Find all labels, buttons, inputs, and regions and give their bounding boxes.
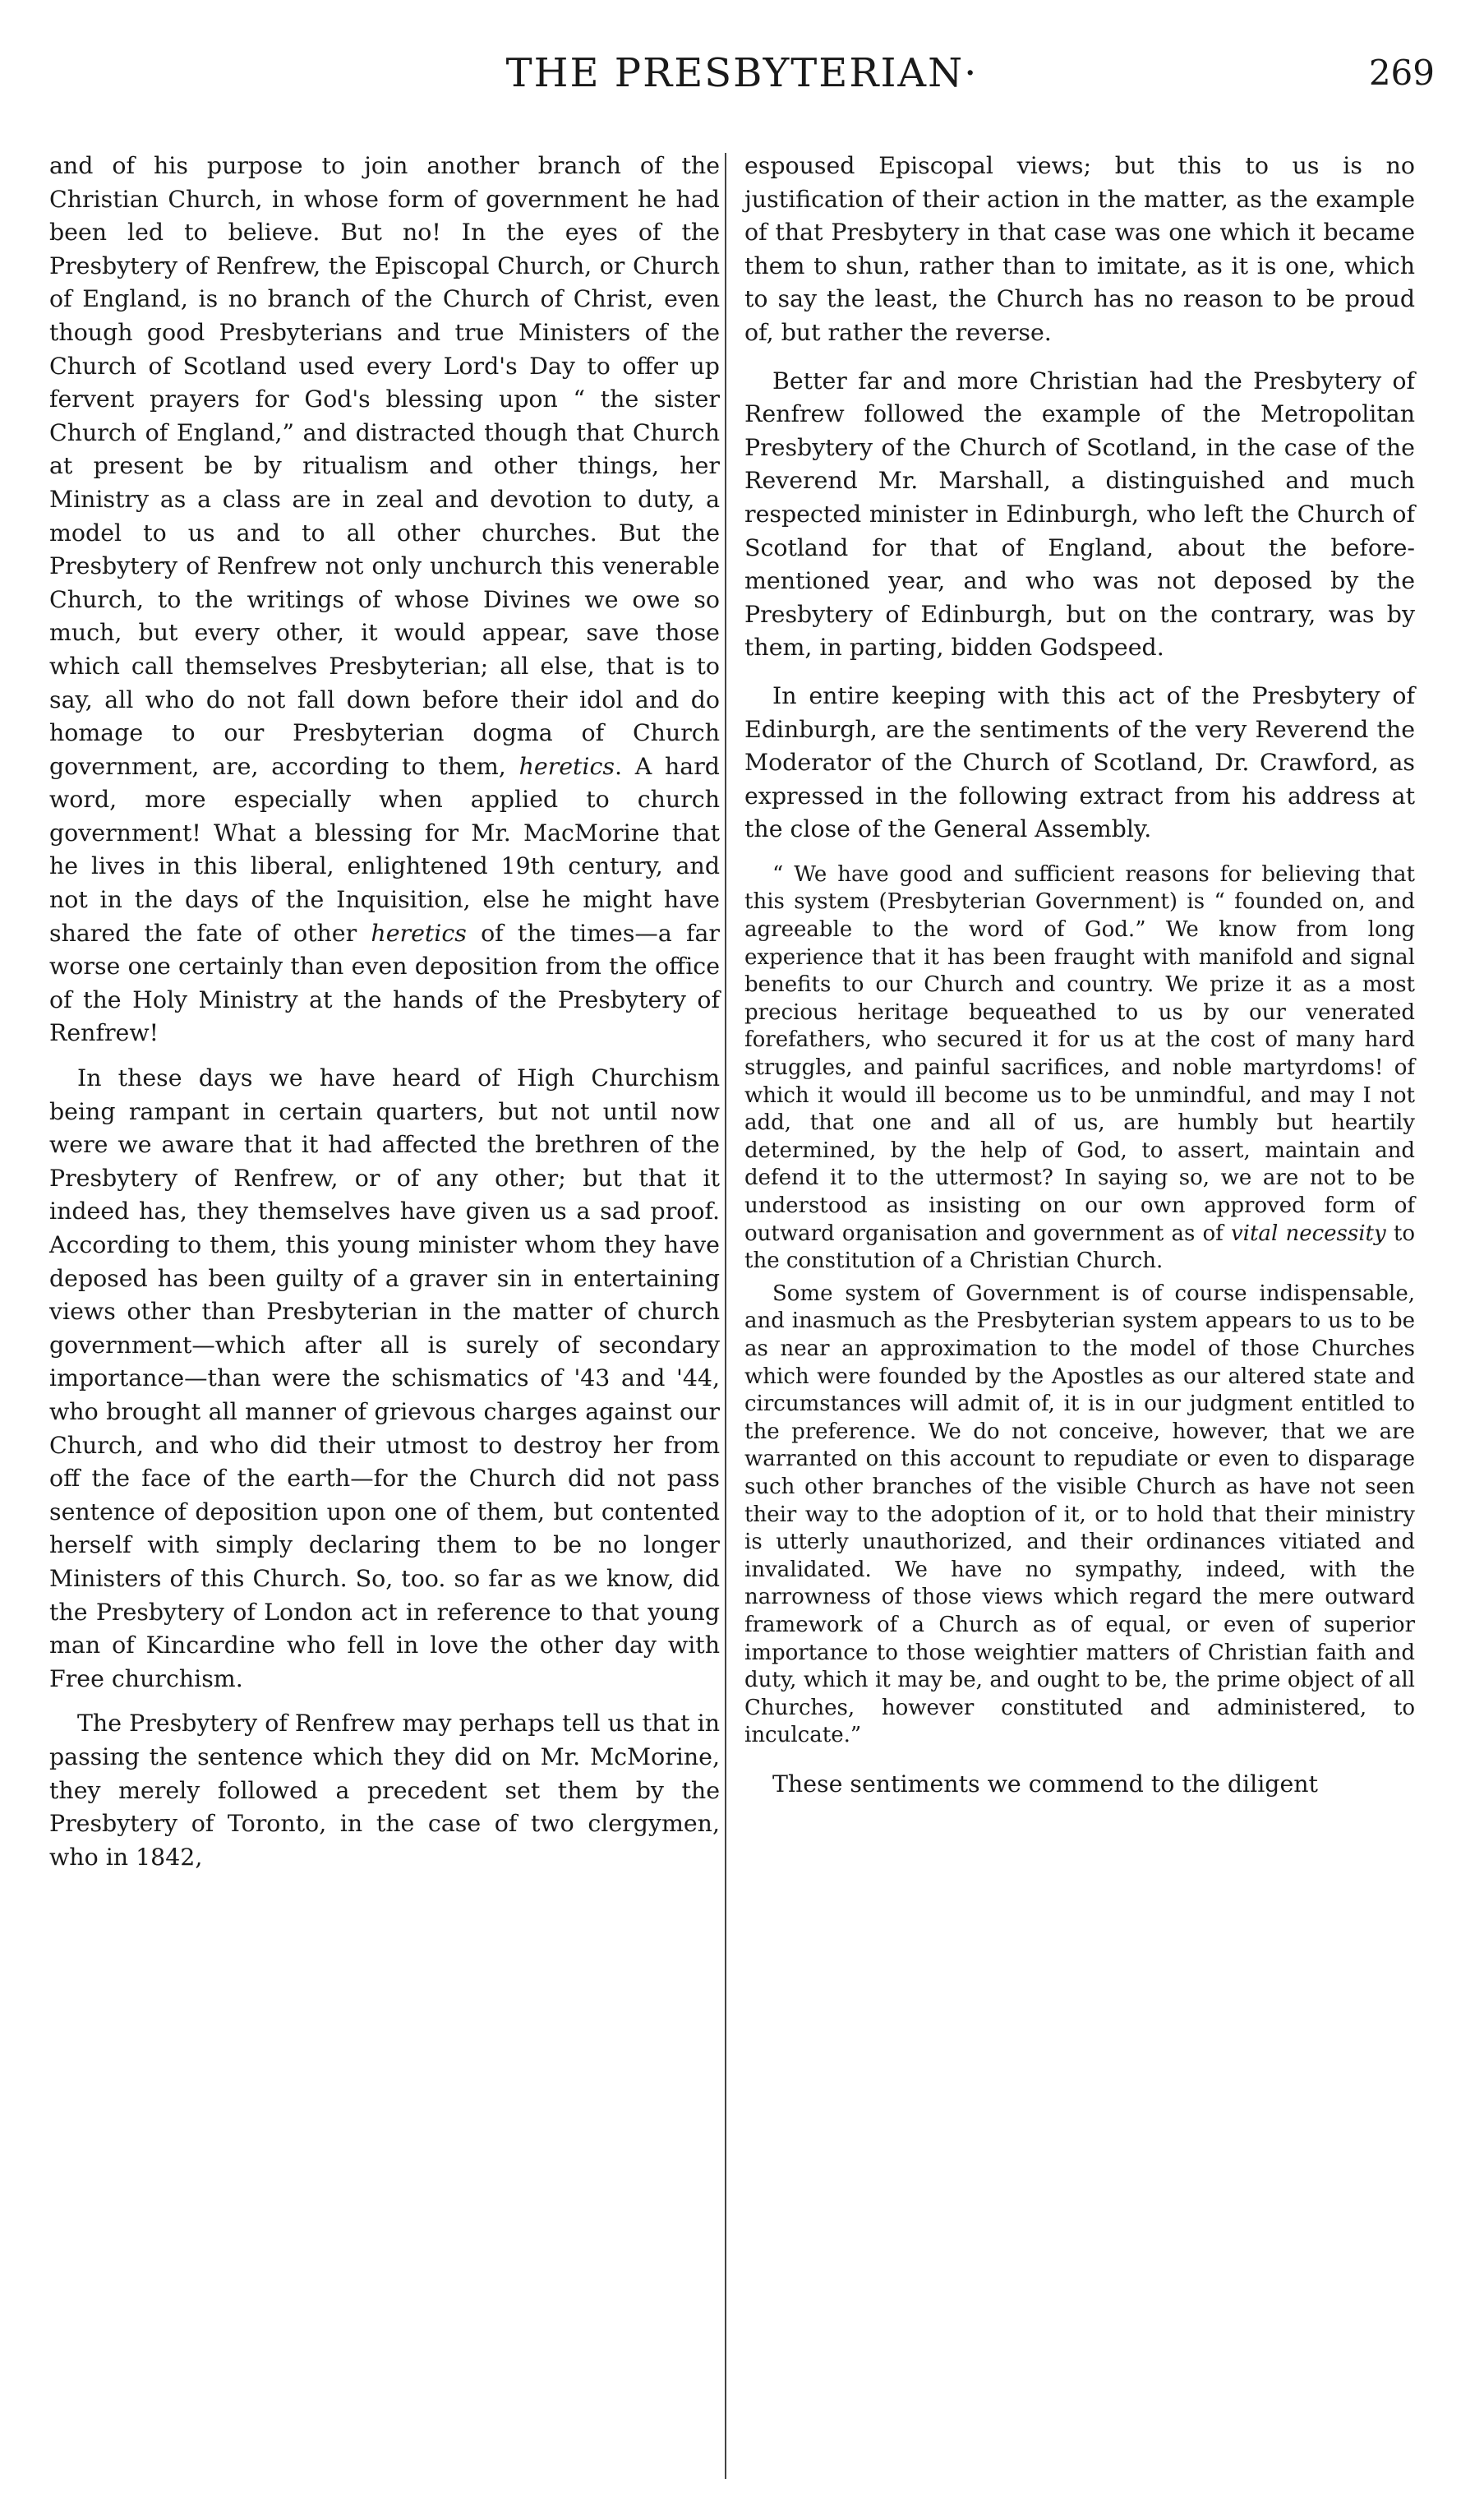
right-paragraph-2: Better far and more Christian had the Presbytery of Renfrew followed the example of the Metropolitan Presbytery of the Church of Scotland, in the case of the Reverend Mr. Marshall, a distinguished and much respected minister in Edinburgh, who left the Church of Scotland for that of England, about the before-mentioned year, and who was not deposed by the Presbytery of Edinburgh, but on the contrary, was by them, in parting, bidden Godspeed. (744, 367, 1415, 662)
text-run: . A hard word, more especially when applied to church government! What a blessing for Mr. MacMorine that he lives in this liberal, enlightened 19th century, and not in the days of the Inquisition, else he might have shared the fate of other (49, 752, 720, 947)
page-number: 269 (1368, 53, 1435, 93)
right-paragraph-3: In entire keeping with this act of the Presbytery of Edinburgh, are the sentiments of the very Reverend the Moderator of the Church of Scotland, Dr. Crawford, as expressed in the following extract from his address at the close of the General Assembly. (744, 681, 1415, 843)
column-divider (725, 153, 726, 2479)
left-paragraph-3: The Presbytery of Renfrew may perhaps tell us that in passing the sentence which they did on Mr. McMorine, they merely followed a precedent set them by the Presbytery of Toronto, in the case of two clergymen, who in 1842, (49, 1710, 720, 1871)
quoted-address-1 (744, 861, 1415, 1276)
right-paragraph-4: These sentiments we commend to the diligent (772, 1770, 1318, 1798)
left-paragraph-2: In these days we have heard of High Churchism being rampant in certain quarters, but not until now were we aware that it had affected the brethren of the Presbytery of Renfrew, or of any other; but that it indeed has, they themselves have given us a sad proof. According to them, this young minister whom they have deposed has been guilty of a graver sin in entertaining views other than Presbyterian in the matter of church government—which after all is surely of secondary importance—than were the schismatics of '43 and '44, who brought all manner of grievous charges against our Church, and who did their utmost to destroy her from off the face of the earth—for the Church did not pass sentence of deposition upon one of them, but contented herself with simply declaring them to be no longer Ministers of this Church. So, too. so far as we know, did the Presbytery of London act in reference to that young man of Kincardine who fell in love the other day with Free churchism. (49, 1064, 720, 1692)
italic-text: heretics (371, 919, 467, 947)
left-column (49, 150, 720, 1885)
left-paragraph-1 (49, 150, 720, 1050)
text-run: of the times—a far worse one certainly than even deposition from the office of the Holy Ministry at the hands of the Presbytery of Renfrew! (49, 919, 720, 1047)
right-paragraph-1: espoused Episcopal views; but this to us is no justification of their action in the matter, as the example of that Presbytery in that case was one which it became them to shun, rather than to imitate, as it is one, which to say the least, the Church has no reason to be proud of, but rather the reverse. (744, 152, 1415, 346)
running-title: THE PRESBYTERIAN· (505, 50, 979, 96)
text-run: and of his purpose to join another branch of the Christian Church, in whose form of government he had been led to believe. But no! In the eyes of the Presbytery of Renfrew, the Episcopal Church, or Church of England, is no branch of the Church of Christ, even though good Presbyterians and true Ministers of the Church of Scotland used every Lord's Day to offer up fervent prayers for God's blessing upon “ the sister Church of England,” and distracted though that Church at present be by ritualism and other things, her Ministry as a class are in zeal and devotion to duty, a model to us and to all other churches. But the Presbytery of Renfrew not only unchurch this venerable Church, to the writings of whose Divines we owe so much, but every other, it would appear, save those which call themselves Presbyterian; all else, that is to say, all who do not fall down before their idol and do homage to our Presbyterian dogma of Church government, are, according to them, (49, 152, 720, 780)
quoted-address-2: Some system of Government is of course indispensable, and inasmuch as the Presbyterian system appears to us to be as near an approximation to the model of those Churches which were founded by the Apostles as our altered state and circumstances will admit of, it is in our judgment entitled to the preference. We do not conceive, however, that we are warranted on this account to repudiate or even to disparage such other branches of the visible Church as have not seen their way to the adoption of it, or to hold that their ministry is utterly unauthorized, and their ordinances vitiated and invalidated. We have no sympathy, indeed, with the narrowness of those views which regard the mere outward framework of a Church as of equal, or even of superior importance to those weightier matters of Christian faith and duty, which it may be, and ought to be, the prime object of all Churches, however constituted and administered, to inculcate.” (744, 1281, 1415, 1748)
italic-text: vital necessity (1230, 1221, 1386, 1246)
text-run: to the constitution of a Christian Church. (744, 1221, 1415, 1274)
page-header (49, 36, 1435, 110)
text-run: “ We have good and sufficient reasons for believing that this system (Presbyterian Government) is “ founded on, and agreeable to the word of God.” We know from long experience that it has been fraught with manifold and signal benefits to our Church and country. We prize it as a most precious heritage bequeathed to us by our venerated forefathers, who secured it for us at the cost of many hard struggles, and painful sacrifices, and noble martyrdoms! of which it would ill become us to be unmindful, and may I not add, that one and all of us, are humbly but heartily determined, by the help of God, to assert, maintain and defend it to the uttermost? In saying so, we are not to be understood as insisting on our own approved form of outward organisation and government as of (744, 861, 1415, 1246)
right-column (744, 150, 1415, 1801)
italic-text: heretics (518, 752, 615, 780)
